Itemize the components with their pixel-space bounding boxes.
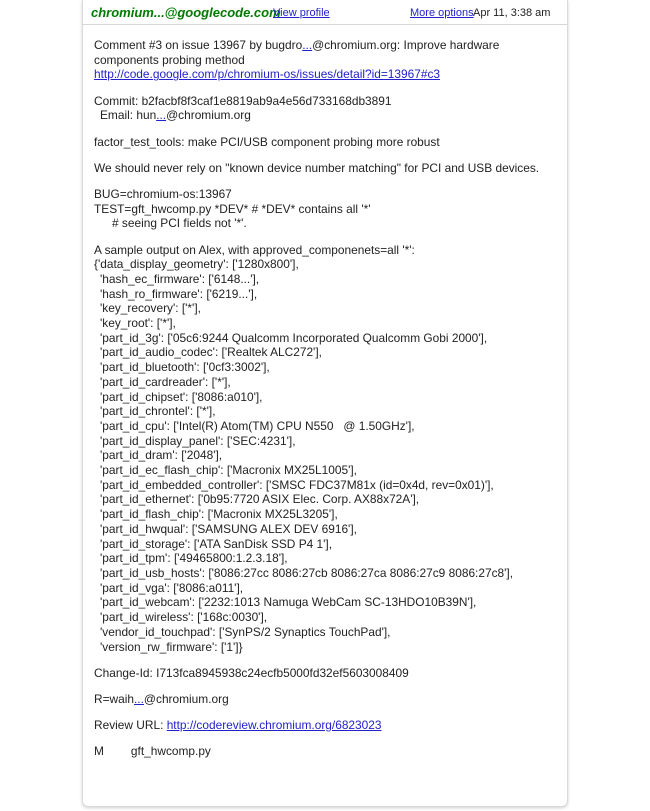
output-line: 'part_id_hwqual': ['SAMSUNG ALEX DEV 6916'], bbox=[100, 521, 357, 536]
bug-line: BUG=chromium-os:13967 bbox=[94, 186, 232, 201]
reviewer-reveal-link[interactable]: ... bbox=[134, 691, 144, 706]
output-line: 'part_id_display_panel': ['SEC:4231'], bbox=[100, 433, 296, 448]
output-line: 'part_id_cardreader': ['*'], bbox=[100, 374, 231, 389]
reviewer-domain: @chromium.org bbox=[143, 691, 229, 706]
output-line: 'part_id_vga': ['8086:a011'], bbox=[100, 580, 244, 595]
sender-name: chromium...@googlecode.com bbox=[91, 5, 281, 20]
output-line: 'part_id_bluetooth': ['0cf3:3002'], bbox=[100, 360, 270, 375]
output-line: 'part_id_wireless': ['168c:0030'], bbox=[100, 610, 268, 625]
issue-link[interactable]: http://code.google.com/p/chromium-os/issues/detail?id=13967#c3 bbox=[94, 67, 441, 82]
output-line: 'part_id_cpu': ['Intel(R) Atom(TM) CPU N550 @ 1.50GHz'], bbox=[100, 418, 415, 433]
output-line: 'part_id_chipset': ['8086:a010'], bbox=[100, 389, 263, 404]
description-paragraph: We should never rely on "known device number matching" for PCI and USB devices. bbox=[94, 160, 540, 175]
output-line: 'key_recovery': ['*'], bbox=[100, 301, 201, 316]
intro-text: Comment #3 on issue 13967 by bugdro bbox=[94, 38, 303, 52]
intro-text-suffix: @chromium.org: Improve hardware components probing method bbox=[94, 38, 500, 67]
more-options-link[interactable]: More options bbox=[410, 7, 474, 19]
output-line: 'part_id_embedded_controller': ['SMSC FDC37M81x (id=0x4d, rev=0x01)'], bbox=[100, 477, 494, 492]
output-line: {'data_display_geometry': ['1280x800'], bbox=[94, 257, 299, 272]
reviewer-line bbox=[94, 692, 554, 707]
review-url-label: Review URL: bbox=[94, 718, 167, 733]
test-continuation: # seeing PCI fields not '*'. bbox=[112, 216, 247, 231]
commit-subject: factor_test_tools: make PCI/USB component probing more robust bbox=[94, 134, 440, 149]
output-line: 'part_id_tpm': ['49465800:1.2.3.18'], bbox=[100, 551, 288, 566]
output-line: 'part_id_audio_codec': ['Realtek ALC272'], bbox=[100, 345, 322, 360]
output-line: 'part_id_webcam': ['2232:1013 Namuga WebCam SC-13HDO10B39N'], bbox=[100, 595, 477, 610]
message-body bbox=[94, 38, 554, 759]
sample-intro: A sample output on Alex, with approved_componenets=all '*': bbox=[94, 242, 415, 257]
output-line: 'part_id_dram': ['2048'], bbox=[100, 448, 223, 463]
email-domain: @chromium.org bbox=[166, 108, 251, 123]
change-id-line: Change-Id: I713fca8945938c24ecfb5000fd32ef5603008409 bbox=[94, 665, 409, 680]
view-profile-link[interactable]: View profile bbox=[273, 7, 330, 19]
output-line: 'part_id_flash_chip': ['Macronix MX25L3205'], bbox=[100, 507, 338, 522]
message-card bbox=[82, 0, 568, 807]
output-line: 'key_root': ['*'], bbox=[100, 316, 176, 331]
file-status: M bbox=[94, 744, 104, 759]
sample-output bbox=[94, 257, 554, 654]
test-line: TEST=gft_hwcomp.py *DEV* # *DEV* contains all '*' bbox=[94, 201, 371, 216]
output-line: 'part_id_chrontel': ['*'], bbox=[100, 404, 216, 419]
message-header bbox=[83, 0, 567, 25]
intro-email-reveal-link[interactable]: ... bbox=[302, 38, 313, 52]
file-change-line bbox=[94, 744, 554, 759]
email-line bbox=[94, 108, 554, 123]
output-line: 'vendor_id_touchpad': ['SynPS/2 Synaptics TouchPad'], bbox=[100, 624, 391, 639]
email-text: Email: hun bbox=[100, 108, 157, 123]
output-line: 'part_id_usb_hosts': ['8086:27cc 8086:27cb 8086:27ca 8086:27c9 8086:27c8'], bbox=[100, 566, 514, 580]
reviewer-text: R=waih bbox=[94, 691, 134, 706]
file-name: gft_hwcomp.py bbox=[130, 744, 211, 759]
output-line: 'version_rw_firmware': ['1']} bbox=[100, 639, 243, 654]
comment-intro bbox=[94, 38, 554, 67]
output-line: 'part_id_storage': ['ATA SanDisk SSD P4 1'], bbox=[100, 536, 333, 551]
review-url-link[interactable]: http://codereview.chromium.org/6823023 bbox=[166, 718, 382, 733]
email-reveal-link[interactable]: ... bbox=[156, 108, 167, 123]
review-url-line bbox=[94, 718, 554, 733]
output-line: 'hash_ro_firmware': ['6219...'], bbox=[100, 286, 258, 301]
output-line: 'hash_ec_firmware': ['6148...'], bbox=[100, 271, 260, 286]
output-line: 'part_id_ethernet': ['0b95:7720 ASIX Elec. Corp. AX88x72A'], bbox=[100, 492, 420, 507]
message-date: Apr 11, 3:38 am bbox=[473, 7, 551, 19]
output-line: 'part_id_ec_flash_chip': ['Macronix MX25L1005'], bbox=[100, 463, 357, 478]
commit-line: Commit: b2facbf8f3caf1e8819ab9a4e56d733168db3891 bbox=[94, 93, 392, 108]
output-line: 'part_id_3g': ['05c6:9244 Qualcomm Incorporated Qualcomm Gobi 2000'], bbox=[100, 330, 488, 345]
